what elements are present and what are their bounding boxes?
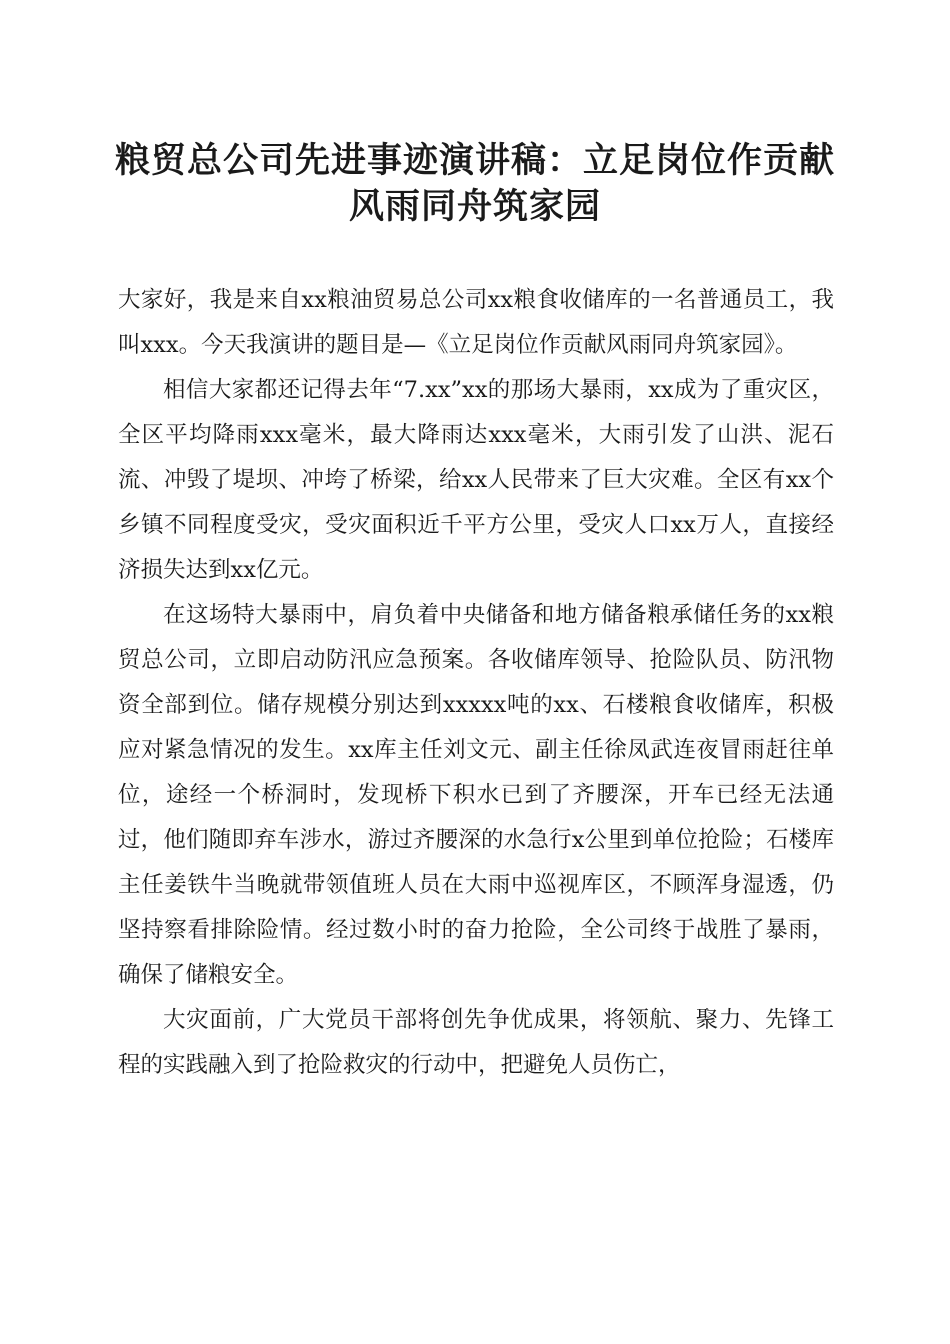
paragraph-greeting: 大家好，我是来自xx粮油贸易总公司xx粮食收储库的一名普通员工，我叫xxx。今天我演讲的题目是—《立足岗位作贡献风雨同舟筑家园》。 <box>118 287 834 358</box>
paragraph-flood-response: 在这场特大暴雨中，肩负着中央储备和地方储备粮承储任务的xx粮贸总公司，立即启动防汛应急预案。各收储库领导、抢险队员、防汛物资全部到位。储存规模分别达到xxxxx吨的xx、石楼粮食收储库，积极应对紧急情况的发生。xx库主任刘文元、副主任徐凤武连夜冒雨赶往单位，途经一个桥洞时，发现桥下积水已到了齐腰深，开车已经无法通过，他们随即弃车涉水，游过齐腰深的水急行x公里到单位抢险；石楼库主任姜铁牛当晚就带领值班人员在大雨中巡视库区，不顾浑身湿透，仍坚持察看排除险情。经过数小时的奋力抢险，全公司终于战胜了暴雨，确保了储粮安全。 <box>118 602 834 988</box>
document-title <box>100 138 850 230</box>
paragraph-rainstorm: 相信大家都还记得去年“7.xx”xx的那场大暴雨，xx成为了重灾区，全区平均降雨xxx毫米，最大降雨达xxx毫米，大雨引发了山洪、泥石流、冲毁了堤坝、冲垮了桥梁，给xx人民带来了巨大灾难。全区有xx个乡镇不同程度受灾，受灾面积近千平方公里，受灾人口xx万人，直接经济损失达到xx亿元。 <box>118 377 834 583</box>
paragraph-party-members: 大灾面前，广大党员干部将创先争优成果，将领航、聚力、先锋工程的实践融入到了抢险救灾的行动中，把避免人员伤亡， <box>118 1007 834 1078</box>
title-line-2: 风雨同舟筑家园 <box>348 186 601 227</box>
document-body <box>118 278 834 1088</box>
title-line-1: 粮贸总公司先进事迹演讲稿：立足岗位作贡献 <box>114 140 835 181</box>
